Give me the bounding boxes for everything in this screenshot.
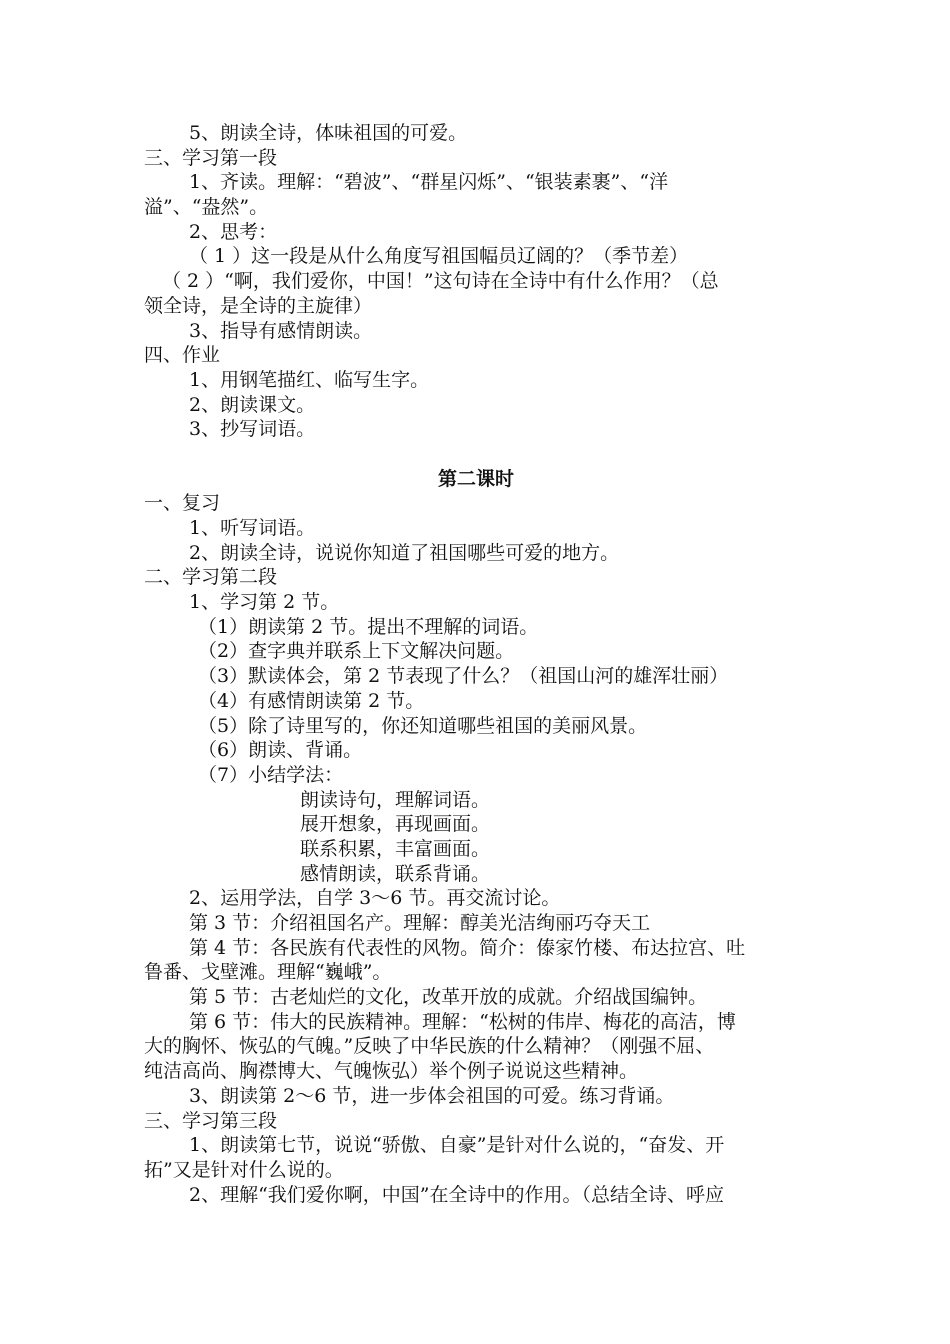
text-line: 第 6 节：伟大的民族精神。理解：“松树的伟岸、梅花的高洁，博	[189, 1010, 736, 1033]
text-line: 2、朗读全诗，说说你知道了祖国哪些可爱的地方。	[189, 541, 620, 564]
text-line: 领全诗，是全诗的主旋律）	[144, 294, 373, 317]
text-line: 大的胸怀、恢弘的气魄。”反映了中华民族的什么精神？（刚强不屈、	[144, 1035, 715, 1058]
text-line: 2、理解“我们爱你啊，中国”在全诗中的作用。（总结全诗、呼应	[189, 1183, 725, 1206]
method-summary-line: 感情朗读，联系背诵。	[300, 862, 491, 885]
method-summary-line: 朗读诗句，理解词语。	[300, 788, 491, 811]
text-line: 1、朗读第七节，说说“骄傲、自豪”是针对什么说的，“奋发、开	[189, 1134, 725, 1157]
text-line: 纯洁高尚、胸襟博大、气魄恢弘）举个例子说说这些精神。	[144, 1060, 639, 1083]
text-line: （ 1 ）这一段是从什么角度写祖国幅员辽阔的？（季节差）	[189, 245, 689, 268]
text-line: 第 4 节：各民族有代表性的风物。简介：傣家竹楼、布达拉宫、吐	[189, 936, 746, 959]
section-heading: 三、学习第三段	[144, 1109, 278, 1132]
text-line: 第 3 节：介绍祖国名产。理解：醇美光洁绚丽巧夺天工	[189, 912, 651, 934]
text-line: 2、朗读课文。	[189, 393, 316, 416]
text-line: （5）除了诗里写的，你还知道哪些祖国的美丽风景。	[198, 714, 648, 737]
text-line: （4）有感情朗读第 2 节。	[198, 689, 425, 712]
text-line: 1、齐读。理解：“碧波”、“群星闪烁”、“银装素裹”、“洋	[189, 171, 669, 194]
section-heading: 二、学习第二段	[144, 566, 278, 589]
text-line: 1、学习第 2 节。	[189, 591, 340, 614]
text-line: （6）朗读、背诵。	[198, 739, 363, 762]
text-line: 3、抄写词语。	[189, 418, 316, 441]
text-line: （7）小结学法：	[198, 763, 344, 786]
text-line: 1、听写词语。	[189, 517, 316, 539]
text-line: 鲁番、戈壁滩。理解“巍峨”。	[144, 961, 392, 984]
section-heading: 一、复习	[144, 492, 221, 515]
text-line: （1）朗读第 2 节。提出不理解的词语。	[198, 615, 539, 638]
method-summary-line: 展开想象，再现画面。	[300, 813, 491, 836]
text-line: 3、朗读第 2～6 节，进一步体会祖国的可爱。练习背诵。	[189, 1084, 675, 1107]
section-heading: 四、作业	[144, 344, 221, 367]
document-body	[144, 121, 808, 1207]
text-line: 拓”又是针对什么说的。	[144, 1158, 344, 1181]
text-line: 1、用钢笔描红、临写生字。	[189, 368, 430, 391]
text-line: （3）默读体会，第 2 节表现了什么？（祖国山河的雄浑壮丽）	[198, 665, 729, 688]
text-line: （2）查字典并联系上下文解决问题。	[198, 640, 515, 663]
method-summary-line: 联系积累，丰富画面。	[300, 837, 491, 860]
lesson-title: 第二课时	[437, 467, 514, 490]
text-line: 第 5 节：古老灿烂的文化，改革开放的成就。介绍战国编钟。	[189, 986, 708, 1009]
text-line: 3、指导有感情朗读。	[189, 319, 373, 342]
text-line: 2、运用学法，自学 3～6 节。再交流讨论。	[189, 887, 561, 910]
text-line: 2、思考：	[189, 220, 278, 243]
section-heading: 三、学习第一段	[144, 146, 278, 169]
text-line: （ 2 ）“啊，我们爱你，中国！”这句诗在全诗中有什么作用？（总	[162, 270, 719, 293]
text-line: 5、朗读全诗，体味祖国的可爱。	[189, 122, 468, 144]
text-line: 溢”、“盎然”。	[144, 196, 269, 219]
